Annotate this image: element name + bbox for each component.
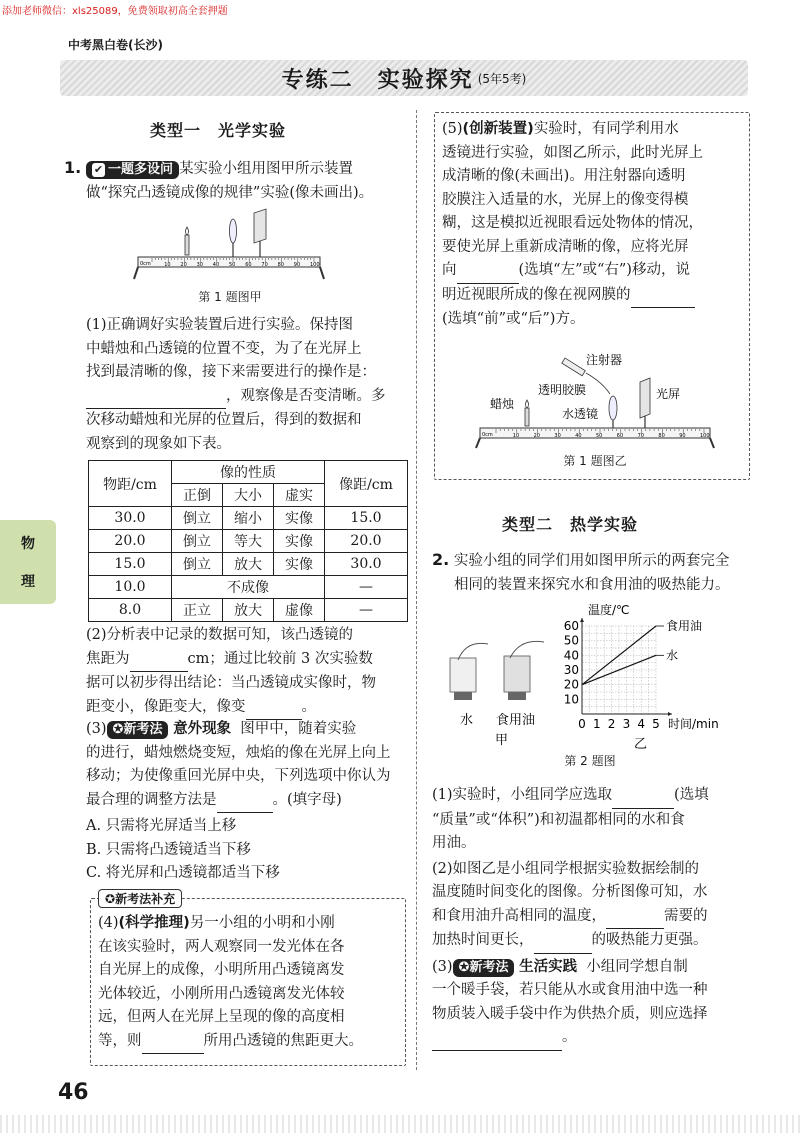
label-water-lens: 水透镜 [562, 407, 599, 421]
subject-char-1: 物 [21, 536, 35, 552]
th-size: 大小 [223, 484, 274, 507]
cell-u: 20.0 [89, 530, 172, 553]
q2-p1-line3: 用油。 [432, 835, 476, 851]
option-b: B. 只需将凸透镜适当下移 [86, 841, 251, 858]
series-label: 水 [666, 648, 679, 663]
series-line [582, 626, 656, 685]
syringe-tube [586, 373, 610, 394]
answer-blank-who[interactable] [142, 1030, 204, 1055]
cell-v: 15.0 [325, 507, 408, 530]
q1-p3-number: (3) [86, 721, 107, 737]
option-a: A. 只需将光屏适当上移 [86, 818, 237, 834]
q1-p4-line4: 光体较近，小刚所用凸透镜离发光体较 [98, 985, 345, 1002]
x-tick-label: 1 [592, 717, 601, 731]
answer-blank-option[interactable] [217, 789, 273, 814]
q2-p2-line4b: 的吸热能力更强。 [591, 932, 708, 948]
q1-badge-label: 一题多设问 [108, 162, 174, 177]
q2-number: 2. [432, 550, 450, 569]
q2-p3-line4: 。 [562, 1029, 577, 1045]
chart-series [582, 618, 702, 685]
y-tick-label: 50 [563, 633, 579, 648]
table-row [89, 507, 408, 530]
scale-tick-label: 80 [277, 262, 284, 268]
q1-p4-title: (科学推理) [118, 915, 190, 931]
q1-p4-line6a: 等，则 [98, 1032, 142, 1049]
beaker-water [450, 658, 476, 692]
book-title: 中考黑白卷(长沙) [68, 38, 163, 52]
q2-intro [432, 548, 750, 597]
syringe [562, 358, 586, 376]
q1-p3-line3: 移动；为使像重回光屏中央，下列选项中你认为 [86, 768, 391, 784]
thermometer-oil [510, 641, 544, 658]
chapter-banner [60, 60, 748, 96]
q1-part5 [442, 118, 744, 332]
q1-p5-line1: 实验时，有同学利用水 [533, 121, 679, 137]
answer-blank-longer[interactable] [606, 905, 664, 930]
q1-p5-line2: 透镜进行实验，如图乙所示，此时光屏上 [442, 144, 703, 161]
q1-intro-line2: 做“探究凸透镜成像的规律”实验(像未画出)。 [86, 184, 374, 201]
bottom-decoration [0, 1115, 800, 1133]
candle-flame [526, 400, 529, 408]
cell-kind: 虚像 [274, 599, 325, 622]
scale-tick-label: 20 [180, 262, 187, 268]
cell-orient: 倒立 [172, 553, 223, 576]
scale-tick-label: 40 [575, 433, 582, 439]
q1-p5-line7b: (选填“左”或“右”)移动，说 [518, 262, 690, 278]
scale-tick-label: 80 [658, 433, 665, 439]
supplement-box-label [98, 889, 182, 908]
scale-tick-label: 70 [261, 262, 268, 268]
x-tick-label: 5 [652, 717, 660, 731]
table-row [89, 530, 408, 553]
q1-part4 [98, 912, 400, 1054]
bench-leg-left [476, 438, 480, 448]
chart-y-tick-labels [564, 619, 579, 706]
scale-tick-label: 100 [310, 262, 320, 268]
answer-blank-medium[interactable] [432, 1026, 562, 1051]
light-screen [254, 209, 266, 243]
q1-p5-number: (5) [442, 121, 463, 137]
chapter-title: 专练二 实验探究 [281, 67, 474, 93]
scale-tick-label: 50 [229, 262, 236, 268]
table-row [89, 553, 408, 576]
thermometer-water [458, 643, 488, 660]
x-tick-label: 4 [637, 717, 646, 731]
cell-size: 放大 [223, 599, 274, 622]
answer-blank-position[interactable] [631, 284, 695, 309]
y-tick-label: 40 [563, 648, 579, 663]
cell-u: 8.0 [89, 599, 172, 622]
cell-orient: 正立 [172, 599, 223, 622]
x-tick-label: 0 [578, 717, 586, 731]
bench-scale-start: 0cm [140, 261, 151, 267]
light-screen [640, 378, 650, 418]
y-tick-label: 10 [563, 692, 579, 707]
cell-kind: 实像 [274, 553, 325, 576]
cell-size: 放大 [223, 553, 274, 576]
label-syringe: 注射器 [586, 353, 623, 367]
cell-v: 30.0 [325, 553, 408, 576]
bench-scale-start: 0cm [482, 432, 493, 438]
q1-p5-title: (创新装置) [462, 121, 534, 137]
q1-p2-line4a: 距变小，像距变大，像变 [86, 698, 246, 715]
answer-blank-1[interactable] [86, 385, 226, 410]
q1-p3-line4b: 。(填字母) [272, 791, 342, 808]
q2-p2-line1: (2)如图乙是小组同学根据实验数据绘制的 [432, 860, 700, 877]
q1-p1-line5: 次移动蜡烛和光屏的位置后，得到的数据和 [86, 412, 362, 428]
q1-p2-line4b: 。 [301, 698, 316, 715]
q1-intro [64, 156, 404, 205]
cell-u: 15.0 [89, 553, 172, 576]
q1-p3-line2: 的进行，蜡烛燃烧变短，烛焰的像在光屏上向上 [86, 744, 391, 761]
option-c: C. 将光屏和凸透镜都适当下移 [86, 865, 280, 881]
q1-intro-line1: 某实验小组用图甲所示装置 [179, 161, 354, 177]
optical-bench-figure-a [130, 205, 330, 285]
cell-kind: 实像 [274, 530, 325, 553]
cell-orient: 倒立 [172, 530, 223, 553]
q2-p3-line3: 物质装入暖手袋中作为供热介质，则应选择 [432, 1005, 708, 1022]
q1-p4-line6b: 所用凸透镜的焦距更大。 [203, 1032, 363, 1049]
q2-parts [432, 784, 752, 1051]
answer-blank-stronger[interactable] [534, 929, 592, 954]
q2-p1-line1b: (选填 [674, 787, 709, 803]
scale-tick-label: 90 [679, 433, 686, 439]
cell-u: 10.0 [89, 576, 172, 599]
scale-tick-label: 30 [554, 433, 561, 439]
lens-data-table [88, 460, 408, 622]
burner-water [454, 692, 472, 700]
answer-blank-direction[interactable] [457, 259, 519, 284]
temperature-time-chart [560, 604, 750, 754]
candle-flame [186, 227, 189, 235]
scale-tick-label: 70 [637, 433, 644, 439]
optical-bench-figure-b [470, 352, 720, 450]
q2-figure-caption: 第 2 题图 [564, 754, 616, 768]
label-jia: 甲 [495, 733, 509, 748]
label-candle: 蜡烛 [490, 397, 515, 411]
q1-part1 [86, 314, 406, 456]
y-axis-arrow [580, 618, 584, 622]
section-heading-optics: 类型一 光学实验 [150, 121, 287, 140]
new-method-badge-label: 新考法 [123, 722, 163, 737]
convex-lens [230, 219, 237, 243]
label-yi: 乙 [634, 737, 648, 752]
q1-p4-line3: 自光屏上的成像，小明所用凸透镜离发 [98, 962, 345, 978]
table-row [89, 599, 408, 622]
q1-p3-line1: 图甲中，随着实验 [240, 721, 357, 737]
answer-blank-image[interactable] [246, 696, 302, 721]
chapter-subtitle: (5年5考) [477, 71, 527, 86]
x-tick-label: 3 [622, 717, 631, 731]
bench-leg-left [134, 267, 138, 279]
q1-p3-line4a: 最合理的调整方法是 [86, 791, 217, 808]
q1-p4-line5: 远，但两人在光屏上呈现的像的高度相 [98, 1009, 345, 1025]
answer-blank-focal[interactable] [130, 648, 188, 673]
q1-part3 [86, 718, 406, 886]
q2-p3-number: (3) [432, 958, 453, 975]
q1-p5-line3: 成清晰的像(未画出)。用注射器向透明 [442, 168, 686, 184]
x-tick-label: 2 [607, 717, 616, 731]
scale-tick-label: 100 [700, 433, 710, 439]
q1-part2 [86, 624, 406, 720]
check-icon: ✔ [93, 163, 104, 176]
q2-p3-title: 生活实践 [519, 958, 578, 975]
q2-p3-line2: 一个暖手袋，若只能从水或食用油中选一种 [432, 982, 708, 998]
cell-v: — [325, 599, 408, 622]
th-orientation: 正倒 [172, 484, 223, 507]
cell-u: 30.0 [89, 507, 172, 530]
watermark-text: 添加老师微信：xls25089，免费领取初高全套押题 [2, 6, 228, 17]
table-header-row [89, 461, 408, 484]
y-tick-label: 20 [563, 677, 579, 692]
q1-p4-line2: 在该实验时，两人观察同一发光体在各 [98, 938, 345, 955]
q1-p2-line3: 据可以初步得出结论：当凸透镜成实像时，物 [86, 675, 376, 691]
section-heading-thermal: 类型二 热学实验 [502, 515, 639, 534]
water-lens [609, 396, 617, 420]
th-image-nature: 像的性质 [172, 461, 325, 484]
q1-p1-line6: 观察到的现象如下表。 [86, 435, 231, 452]
chart-x-tick-labels [578, 717, 660, 731]
bench-leg-right [710, 438, 714, 448]
cell-kind: 实像 [274, 507, 325, 530]
q2-line2: 相同的装置来探究水和食用油的吸热能力。 [454, 576, 730, 593]
cell-size: 等大 [223, 530, 274, 553]
scale-tick-label: 30 [196, 262, 203, 268]
lightbulb-icon: ✪ [105, 892, 116, 906]
q1-p3-title: 意外现象 [173, 721, 232, 737]
q1-p1-line1: (1)正确调好实验装置后进行实验。保持图 [86, 317, 354, 333]
q1-p5-line8a: 明近视眼所成的像在视网膜的 [442, 286, 631, 303]
scale-tick-label: 90 [293, 262, 301, 268]
burner-oil [508, 692, 526, 700]
q1-p2-line2b: cm；通过比较前 3 次实验数 [187, 650, 373, 667]
y-tick-label: 30 [563, 663, 579, 677]
q2-p2-line4a: 加热时间更长， [432, 932, 534, 948]
q1-p5-line5: 糊，这是模拟近视眼看远处物体的情况， [442, 215, 703, 231]
chart-ylabel: 温度/℃ [588, 604, 630, 617]
q1-p2-line1: (2)分析表中记录的数据可知，该凸透镜的 [86, 627, 354, 643]
scale-tick-label: 40 [212, 262, 220, 268]
cell-orient: 倒立 [172, 507, 223, 530]
q1-p2-line2a: 焦距为 [86, 650, 130, 667]
q1-badge [86, 161, 179, 179]
q1-p1-line3: 找到最清晰的像，接下来需要进行的操作是： [86, 364, 376, 380]
subject-side-tab [0, 520, 56, 604]
label-film: 透明胶膜 [538, 383, 587, 397]
q1-p4-line1: 另一小组的小明和小刚 [189, 915, 335, 931]
table-row [89, 576, 408, 599]
cell-size: 缩小 [223, 507, 274, 530]
scale-tick-label: 10 [512, 433, 520, 439]
scale-tick-label: 60 [245, 262, 252, 268]
q1-p4-number: (4) [98, 915, 119, 931]
scale-tick-label: 60 [616, 433, 624, 439]
answer-blank-quantity[interactable] [612, 784, 674, 809]
supplement-box-label-text: 新考法补充 [115, 892, 176, 906]
candle [185, 235, 189, 255]
q1-p1-line2: 中蜡烛和凸透镜的位置不变，为了在光屏上 [86, 340, 362, 357]
series-label: 食用油 [666, 619, 703, 633]
th-image-distance: 像距/cm [325, 461, 408, 507]
scale-tick-label: 50 [596, 433, 603, 439]
supplement-box-label-wrap [98, 888, 182, 908]
q1-p1-line4: ，观察像是否变清晰。多 [226, 387, 386, 404]
q2-p1-line2: “质量”或“体积”)和初温都相同的水和食 [432, 811, 685, 828]
y-tick-label: 60 [563, 619, 579, 633]
x-axis-arrow [668, 712, 672, 716]
q1-p5-line4: 胶膜注入适量的水，光屏上的像变得模 [442, 191, 689, 208]
q2-p2-line3b: 需要的 [664, 907, 708, 924]
q2-p2-line2: 温度随时间变化的图像。分析图像可知，水 [432, 884, 708, 900]
q2-p1-line1a: (1)实验时，小组同学应选取 [432, 787, 613, 803]
cell-v: 20.0 [325, 530, 408, 553]
q1-p5-line9: (选填“前”或“后”)方。 [442, 311, 585, 327]
th-object-distance: 物距/cm [89, 461, 172, 507]
scale-tick-label: 10 [164, 262, 171, 268]
chart-xlabel: 时间/min [668, 717, 719, 731]
label-screen: 光屏 [656, 387, 681, 401]
q2-p3-line1: 小组同学想自制 [586, 958, 688, 975]
cell-v: — [325, 576, 408, 599]
lightbulb-icon: ✪ [112, 722, 124, 737]
beaker-oil [504, 656, 530, 692]
new-method-badge-label: 新考法 [469, 959, 509, 975]
label-oil: 食用油 [496, 713, 536, 728]
figure-a-caption: 第 1 题图甲 [198, 290, 262, 304]
page-number: 46 [58, 1080, 89, 1105]
th-kind: 虚实 [274, 484, 325, 507]
q1-p5-line6: 要使光屏上重新成清晰的像，应将光屏 [442, 238, 689, 255]
q2-line1: 实验小组的同学们用如图甲所示的两套完全 [453, 553, 730, 569]
label-water: 水 [460, 713, 474, 728]
new-method-badge [453, 959, 515, 977]
new-method-badge [107, 721, 169, 739]
column-divider [416, 110, 417, 1070]
scale-tick-label: 20 [533, 433, 540, 439]
bench-leg-right [320, 267, 324, 279]
candle [525, 408, 529, 426]
beaker-apparatus-figure [440, 630, 560, 750]
subject-char-2: 理 [21, 574, 35, 590]
figure-b-caption: 第 1 题图乙 [563, 454, 627, 468]
q1-number: 1. [64, 158, 82, 177]
cell-merged: 不成像 [172, 576, 325, 599]
lightbulb-icon: ✪ [458, 959, 470, 975]
q1-p5-line7a: 向 [442, 262, 457, 278]
q2-p2-line3a: 和食用油升高相同的温度， [432, 907, 606, 924]
